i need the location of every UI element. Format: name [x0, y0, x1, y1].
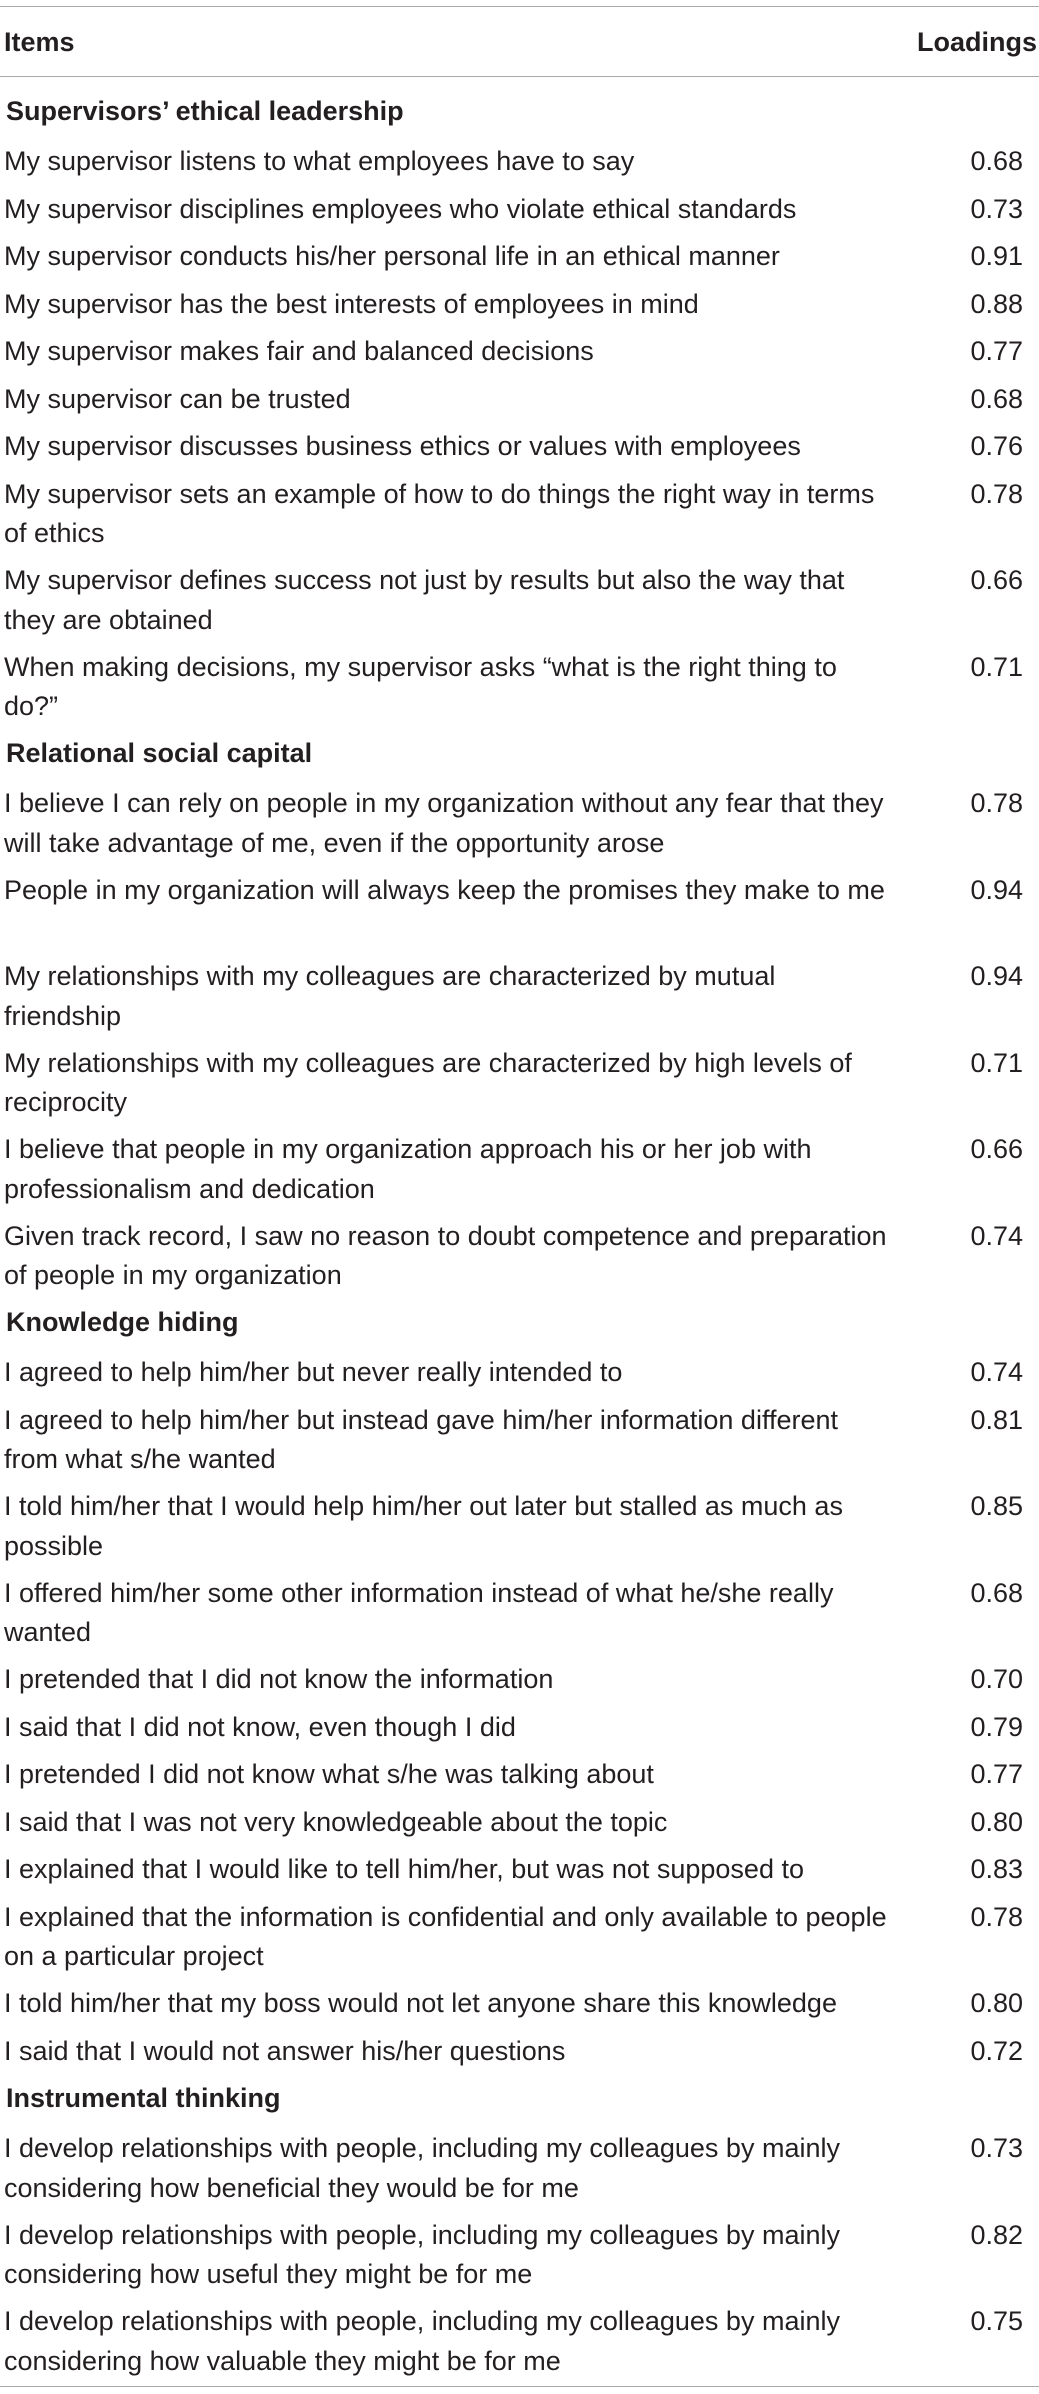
table-row	[0, 1395, 1039, 1482]
table-row	[0, 2210, 1039, 2297]
loading-value: 0.73	[970, 193, 1023, 224]
item-text: I said that I did not know, even though I did	[4, 1711, 516, 1742]
item-text: I pretended that I did not know the information	[4, 1664, 554, 1694]
item-text: People in my organization will always keep the promises they make to me	[4, 874, 885, 905]
item-text: My supervisor discusses business ethics or values with employees	[4, 431, 801, 461]
item-text: My supervisor has the best interests of employees in mind	[4, 288, 699, 319]
loading-value: 0.77	[970, 336, 1023, 366]
item-text: I pretended I did not know what s/he was talking about	[4, 1759, 654, 1789]
item-text: I believe I can rely on people in my organization without any fear that they will take advantage of me, even if the opportunity arose	[4, 788, 884, 858]
loading-value: 0.94	[970, 961, 1023, 991]
item-text: I believe that people in my organization approach his or her job with professionalism and dedication	[4, 1134, 812, 1204]
item-text: My relationships with my colleagues are characterized by mutual friendship	[4, 961, 776, 1031]
loading-value: 0.78	[970, 788, 1023, 818]
table-body	[0, 86, 1039, 2383]
loading-value: 0.72	[970, 2035, 1023, 2066]
table-row	[0, 1797, 1039, 1845]
table-row	[0, 469, 1039, 556]
table-row	[0, 642, 1039, 729]
loading-value: 0.68	[970, 146, 1023, 176]
loading-value: 0.77	[970, 1759, 1023, 1789]
loading-value: 0.66	[970, 1134, 1023, 1164]
table-row	[0, 2026, 1039, 2074]
item-text: I offered him/her some other information instead of what he/she really wanted	[4, 1577, 834, 1647]
loading-value: 0.78	[970, 478, 1023, 509]
item-text: My supervisor defines success not just by results but also the way that they are obtained	[4, 565, 845, 635]
loading-value: 0.85	[970, 1491, 1023, 1521]
loading-value: 0.94	[970, 874, 1023, 905]
table-row	[0, 1892, 1039, 1979]
table-row	[0, 1481, 1039, 1568]
table-row	[0, 1568, 1039, 1655]
table-row	[0, 1702, 1039, 1750]
loading-value: 0.91	[970, 241, 1023, 271]
table-row	[0, 865, 1039, 952]
table-row	[0, 778, 1039, 865]
table-row	[0, 1211, 1039, 1298]
loading-value: 0.71	[970, 1047, 1023, 1078]
item-text: I explained that the information is confidential and only available to people on a particular project	[4, 1901, 887, 1971]
loading-value: 0.80	[970, 1988, 1023, 2018]
section-title: Knowledge hiding	[6, 1307, 239, 1337]
table-row	[0, 1654, 1039, 1702]
table-row	[0, 2296, 1039, 2383]
loading-value: 0.82	[970, 2219, 1023, 2250]
loading-value: 0.83	[970, 1854, 1023, 1884]
header-items: Items	[4, 27, 75, 57]
item-text: Given track record, I saw no reason to doubt competence and preparation of people in my organization	[4, 1220, 887, 1290]
item-text: I said that I would not answer his/her questions	[4, 2035, 566, 2066]
loading-value: 0.76	[970, 431, 1023, 461]
table-row	[0, 951, 1039, 1038]
table-row	[0, 279, 1039, 327]
table-header-rule	[0, 76, 1039, 77]
table-row	[0, 2123, 1039, 2210]
loading-value: 0.74	[970, 1357, 1023, 1387]
item-text: I agreed to help him/her but never really intended to	[4, 1357, 623, 1387]
loading-value: 0.79	[970, 1711, 1023, 1742]
loading-value: 0.68	[970, 383, 1023, 414]
item-text: I develop relationships with people, including my colleagues by mainly considering how beneficial they would be for me	[4, 2133, 840, 2203]
table-row	[0, 1749, 1039, 1797]
table-row	[0, 231, 1039, 279]
loading-value: 0.71	[970, 651, 1023, 682]
table-row	[0, 326, 1039, 374]
table-row	[0, 1347, 1039, 1395]
loading-value: 0.74	[970, 1220, 1023, 1251]
loading-value: 0.78	[970, 1901, 1023, 1932]
item-text: I told him/her that my boss would not let anyone share this knowledge	[4, 1988, 837, 2018]
table-row	[0, 1844, 1039, 1892]
item-text: I develop relationships with people, including my colleagues by mainly considering how valuable they might be for me	[4, 2306, 840, 2376]
header-loadings: Loadings	[917, 27, 1037, 57]
item-text: I said that I was not very knowledgeable about the topic	[4, 1806, 668, 1837]
loading-value: 0.73	[970, 2133, 1023, 2163]
loading-value: 0.80	[970, 1806, 1023, 1837]
loading-value: 0.66	[970, 565, 1023, 595]
loading-value: 0.88	[970, 288, 1023, 319]
item-text: My supervisor listens to what employees have to say	[4, 146, 635, 176]
table-row	[0, 1124, 1039, 1211]
item-text: My supervisor can be trusted	[4, 383, 351, 414]
item-text: When making decisions, my supervisor asks “what is the right thing to do?”	[4, 651, 837, 721]
item-text: I told him/her that I would help him/her out later but stalled as much as possible	[4, 1491, 843, 1561]
table-row	[0, 555, 1039, 642]
section-title: Supervisors’ ethical leadership	[6, 96, 404, 126]
loading-value: 0.75	[970, 2306, 1023, 2336]
table-bottom-rule	[0, 2386, 1039, 2387]
section-title: Relational social capital	[6, 738, 313, 768]
item-text: My supervisor sets an example of how to do things the right way in terms of ethics	[4, 478, 875, 548]
item-text: I agreed to help him/her but instead gave him/her information different from what s/he wanted	[4, 1404, 838, 1474]
item-text: My supervisor makes fair and balanced decisions	[4, 336, 594, 366]
section-title: Instrumental thinking	[6, 2083, 281, 2113]
table-row	[0, 374, 1039, 422]
loading-value: 0.70	[970, 1664, 1023, 1694]
item-text: My supervisor disciplines employees who violate ethical standards	[4, 193, 797, 224]
item-text: I explained that I would like to tell him/her, but was not supposed to	[4, 1854, 804, 1884]
loading-value: 0.68	[970, 1577, 1023, 1608]
item-text: My supervisor conducts his/her personal life in an ethical manner	[4, 241, 780, 271]
table-row	[0, 1038, 1039, 1125]
table-row	[0, 136, 1039, 184]
table-row	[0, 421, 1039, 469]
item-text: My relationships with my colleagues are characterized by high levels of reciprocity	[4, 1047, 852, 1117]
item-text: I develop relationships with people, including my colleagues by mainly considering how useful they might be for me	[4, 2219, 840, 2289]
table-header	[0, 6, 1039, 76]
table-row	[0, 1978, 1039, 2026]
table-row	[0, 184, 1039, 232]
loading-value: 0.81	[970, 1404, 1023, 1435]
